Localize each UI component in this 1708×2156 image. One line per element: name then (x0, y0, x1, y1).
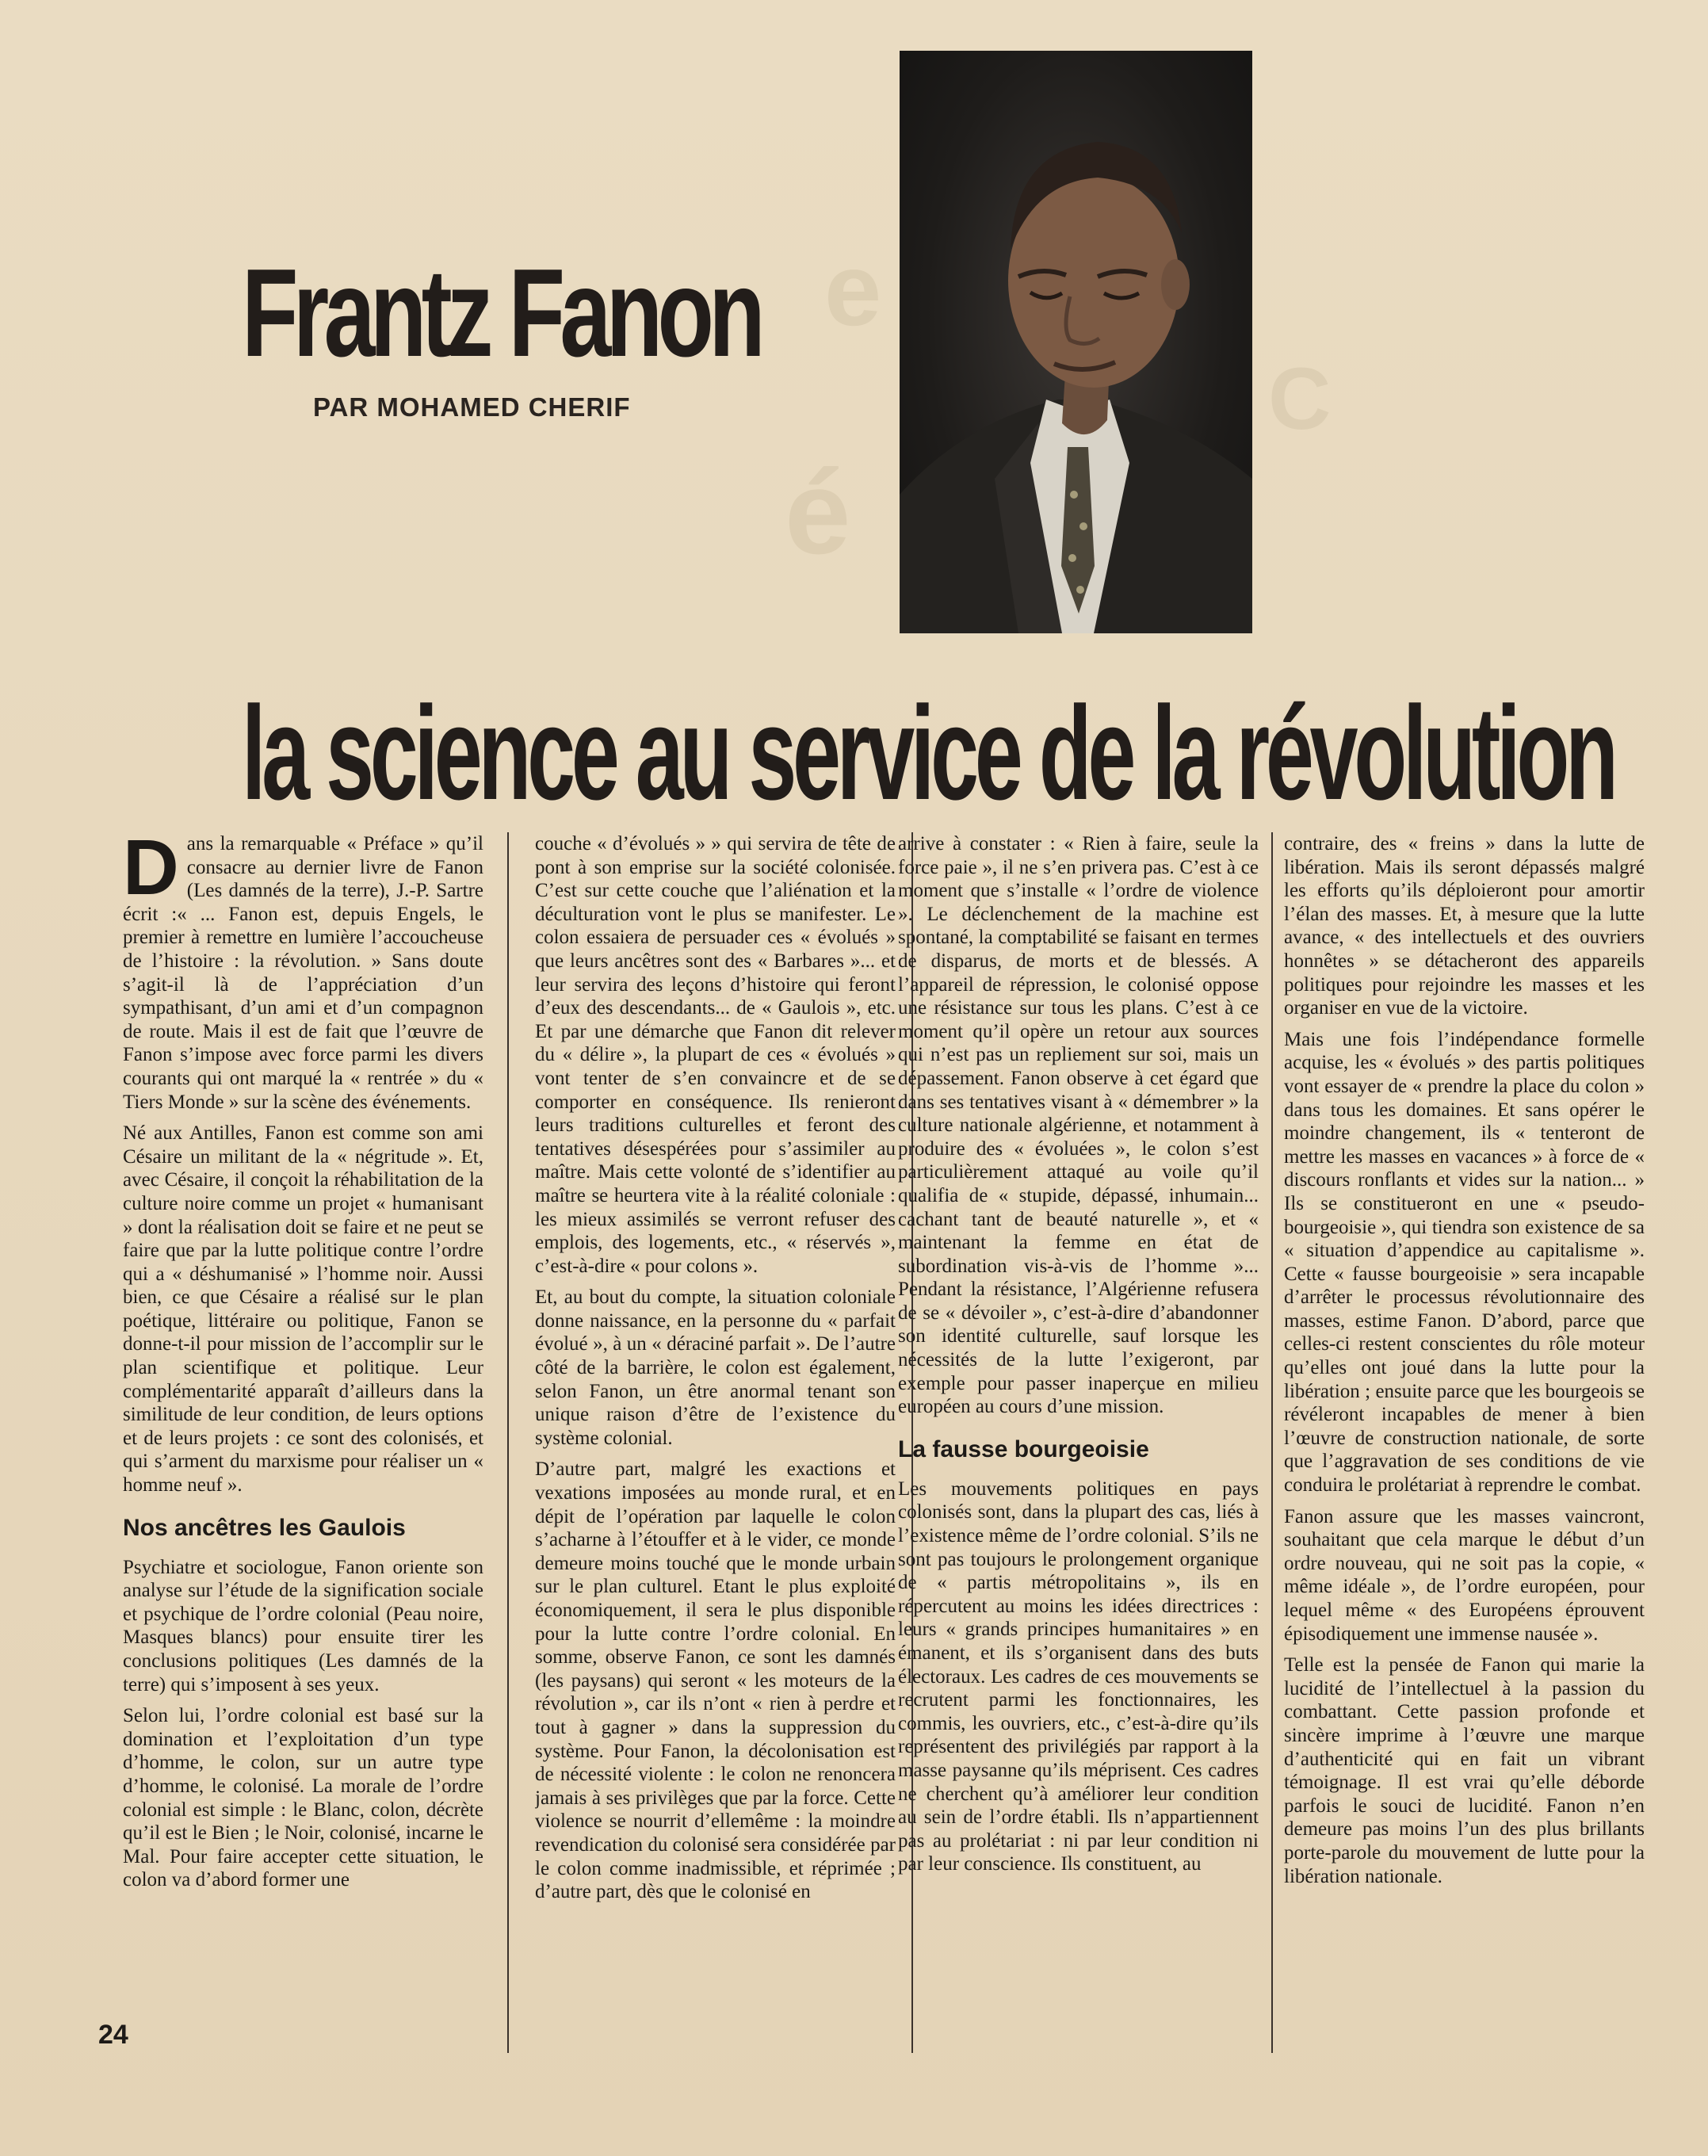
section-heading: La fausse bourgeoisie (898, 1435, 1149, 1462)
drop-cap: D (123, 832, 179, 911)
author-photo (900, 51, 1252, 633)
paragraph: Psychiatre et sociologue, Fanon oriente son analyse sur l’étude de la signification sociale et psychique de l’ordre colonial (Peau noire, Masques blancs) pour ensuite tirer les conclusions politiques (Les damnés de la terre) qui s’imposent à ses yeux. (123, 1556, 483, 1695)
article-title: Frantz Fanon (242, 243, 761, 383)
article-column-4 (1284, 832, 1645, 2069)
column-rule (1271, 832, 1273, 2053)
section-heading: Nos ancêtres les Gaulois (123, 1514, 406, 1541)
paragraph: Les mouvements politiques en pays colonisés sont, dans la plupart des cas, liés à l’existence même de l’ordre colonial. S’ils ne sont pas toujours le prolongement organique de « partis métropolitains », ils en répercutent au moins les idées directrices : leurs « grands principes humanitaires » en émanent, et ils s’organisent dans des buts électoraux. Les cadres de ces mouvements se recrutent parmi les fonctionnaires, les commis, les ouvriers, etc., c’est-à-dire qu’ils représentent des privilégiés par rapport à la masse paysanne qu’ils méprisent. Ces cadres ne cherchent qu’à améliorer leur condition au sein de l’ordre établi. Ils n’appartiennent pas au prolétariat : ni par leur condition ni par leur conscience. Ils constituent, au (898, 1477, 1259, 1875)
article-column-2 (535, 832, 896, 2069)
article-column-3 (898, 832, 1259, 2069)
paragraph: D’autre part, malgré les exactions et vexations imposées au monde rural, et en dépit de l’opération par laquelle le colon s’acharne à l’étouffer et à le vider, ce monde demeure moins touché que le monde urbain sur le plan culturel. Etant le plus exploité économiquement, il sera le plus disponible pour la lutte contre l’ordre colonial. En somme, observe Fanon, ce sont les damnés (les paysans) qui seront « les moteurs de la révolution », car ils n’ont « rien à perdre et tout à gagner » dans la suppression du système. Pour Fanon, la décolonisation est de nécessité violente : le colon ne renoncera jamais à ses privilèges que par la force. Cette violence se nourrit d’ellemême : la moindre revendication du colonisé sera considérée par le colon comme inadmissible, et réprimée ; d’autre part, dès que le colonisé en (535, 1458, 896, 1903)
paragraph: Selon lui, l’ordre colonial est basé sur la domination et l’exploitation d’un type d’homme, le colon, sur un autre type d’homme, le colonisé. La morale de l’ordre colonial est simple : le Blanc, colon, décrète qu’il est le Bien ; le Noir, colonisé, incarne le Mal. Pour faire accepter cette situation, le colon va d’abord former une (123, 1705, 483, 1891)
column-rule (507, 832, 509, 2053)
paragraph: Né aux Antilles, Fanon est comme son ami Césaire un militant de la « négritude ». Et, avec Césaire, il conçoit la réhabilitation de la culture noire comme un projet « humanisant » dont la réalisation doit se faire et ne peut se faire que par la lutte politique contre l’ordre qui a « déshumanisé » l’homme noir. Aussi bien, ce que Césaire a réalisé sur le plan poétique, littéraire ou politique, Fanon se donne-t-il pour mission de l’accomplir sur le plan scientifique et politique. Leur complémentarité apparaît d’ailleurs dans la similitude de leur condition, de leurs options et de leurs projets : ce sont des colonisés, et qui s’arment du marxisme pour réaliser un « homme neuf ». (123, 1122, 483, 1497)
article-column-1 (123, 832, 483, 2069)
paragraph: Et, au bout du compte, la situation coloniale donne naissance, en la personne du « parfait évolué », à un « déraciné parfait ». De l’autre côté de la barrière, le colon est également, selon Fanon, un être anormal tenant son unique raison d’être de l’existence du système colonial. (535, 1286, 896, 1449)
author-byline: PAR MOHAMED CHERIF (313, 392, 631, 422)
show-through-text: C (1268, 350, 1332, 448)
show-through-text: e (824, 231, 882, 347)
article-subtitle: la science au service de la révolution (242, 679, 1614, 828)
paragraph: Telle est la pensée de Fanon qui marie la lucidité de l’intellectuel à la passion du combattant. Cette passion profonde et sincère imprime à l’œuvre une marque d’authenticité qui en fait un vibrant témoignage. Il est vrai qu’elle déborde parfois le souci de lucidité. Fanon n’en demeure pas moins l’un des plus brillants porte-parole du mouvement de lutte pour la libération nationale. (1284, 1654, 1645, 1887)
paragraph: arrive à constater : « Rien à faire, seule la force paie », il ne s’en privera pas. C’est à ce moment que s’installe « l’ordre de violence ». Le déclenchement de la machine est spontané, la comptabilité se faisant en termes de disparus, de morts et de blessés. A l’appareil de répression, le colonisé oppose une résistance sur tous les plans. C’est à ce moment qu’il opère un retour aux sources qui n’est pas un repliement sur soi, mais un dépassement. Fanon observe à cet égard que dans ses tentatives visant à « démembrer » la culture nationale algérienne, et notamment à produire des « évoluées », le colon s’est particulièrement attaqué au voile qu’il qualifia de « stupide, dépassé, inhumain... cachant tant de beauté naturelle », et « maintenant la femme en état de subordination vis-à-vis de l’homme »... Pendant la résistance, l’Algérienne refusera de se « dévoiler », c’est-à-dire d’abandonner son identité culturelle, sauf lorsque les nécessités de la lutte l’exigeront, par exemple pour passer inaperçue en milieu européen au cours d’une mission. (898, 833, 1259, 1418)
portrait-illustration (900, 51, 1252, 633)
paragraph: contraire, des « freins » dans la lutte de libération. Mais ils seront dépassés malgré les efforts qu’ils déploieront pour amortir l’élan des masses. Et, à mesure que la lutte avance, « des intellectuels et des ouvriers honnêtes » se détacheront des appareils politiques pour rejoindre les masses et les organiser en vue de la victoire. (1284, 833, 1645, 1019)
paragraph-text: ans la remarquable « Préface » qu’il consacre au dernier livre de Fanon (Les damnés de la terre), J.-P. Sartre écrit :« ... Fanon est, depuis Engels, le premier à remettre en lumière l’accoucheuse de l’histoire : la révolution. » Sans doute s’agit-il là de l’appréciation d’un sympathisant, d’un ami et d’un compagnon de route. Mais il est de fait que l’œuvre de Fanon s’impose avec force parmi les divers courants qui ont marqué la « rentrée » du « Tiers Monde » sur la scène des événements. (123, 833, 483, 1113)
page-number: 24 (98, 2020, 128, 2050)
paragraph (123, 832, 483, 1114)
paragraph: couche « d’évolués » » qui servira de tête de pont à son emprise sur la société colonisée. C’est sur cette couche que l’aliénation et la déculturation vont le plus se manifester. Le colon essaiera de persuader ces « évolués » que leurs ancêtres sont des « Barbares »... et leur servira des leçons d’histoire qui feront d’eux des descendants... de « Gaulois », etc. Et par une démarche que Fanon dit relever du « délire », la plupart de ces « évolués » vont tenter de s’en convaincre et de se comporter en conséquence. Ils renieront leurs traditions culturelles et feront des tentatives désespérées pour s’assimiler au maître. Mais cette volonté de s’identifier au maître se heurtera vite à la réalité coloniale : les mieux assimilés se verront refuser des emplois, des logements, etc., « réservés », c’est-à-dire « pour colons ». (535, 833, 896, 1277)
paragraph: Mais une fois l’indépendance formelle acquise, les « évolués » des partis politiques vont essayer de « prendre la place du colon » dans tous les domaines. Et sans opérer le moindre changement, ils « tenteront de mettre les masses en vacances » à force de « discours ronflants et vides sur la nation... » Ils se constitueront en une « pseudo-bourgeoisie », qui tiendra son existence de sa « situation d’appendice au capitalisme ». Cette « fausse bourgeoisie » sera incapable d’arrêter le processus révolutionnaire des masses, estime Fanon. D’abord, parce que celles-ci restent conscientes du rôle moteur qu’elles ont joué dans la lutte pour la libération ; ensuite parce que les bourgeois se révéleront incapables de mener à bien l’œuvre de construction nationale, de sorte que l’aggravation de ses conditions de vie conduira le prolétariat à reprendre le combat. (1284, 1028, 1645, 1497)
paragraph: Fanon assure que les masses vaincront, souhaitant que cela marque le début d’un ordre nouveau, qui ne soit pas la copie, « même idéale », de l’ordre européen, pour lequel même « des Européens éprouvent épisodiquement une immense nausée ». (1284, 1505, 1645, 1645)
show-through-text: é (785, 445, 851, 579)
